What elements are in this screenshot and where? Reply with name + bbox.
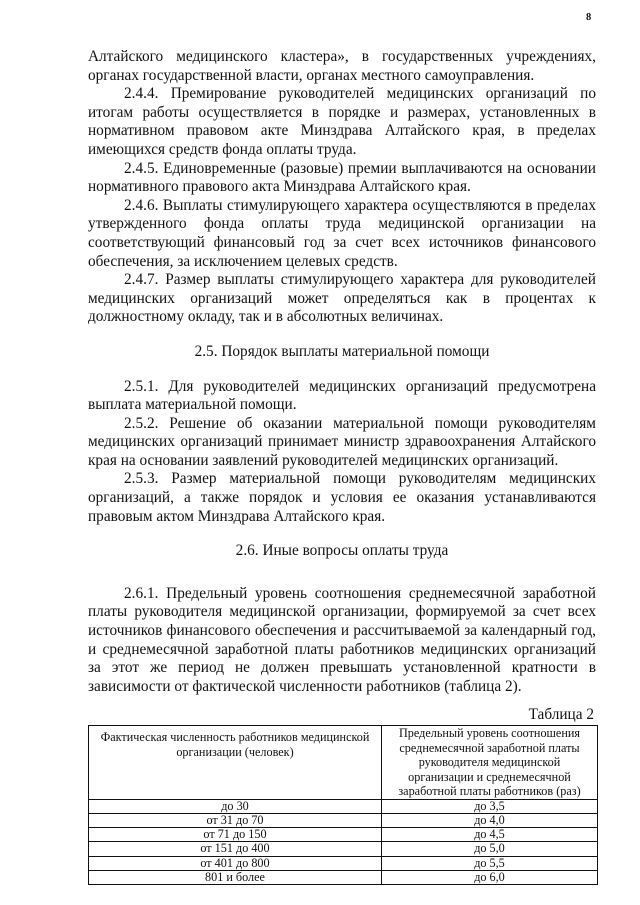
section-heading-2-6: 2.6. Иные вопросы оплаты труда <box>235 542 449 560</box>
paragraph-2-5-3: 2.5.3. Размер материальной помощи руководителям медицинских организаций, а также порядок и условия ее оказания устанавливаются правовым актом Минздрава Алтайского края. <box>88 470 596 525</box>
header-employee-count: Фактическая численность работников медицинской организации (человек) <box>89 726 382 800</box>
table-row <box>89 813 598 827</box>
section-heading-2-5: 2.5. Порядок выплаты материальной помощи <box>194 342 490 360</box>
cell-salary-ratio: до 4,0 <box>382 813 598 827</box>
cell-salary-ratio: до 6,0 <box>382 870 598 884</box>
paragraph-2-4-5: 2.4.5. Единовременные (разовые) премии выплачиваются на основании нормативного правового акта Минздрава Алтайского края. <box>88 159 596 196</box>
cell-salary-ratio: до 4,5 <box>382 828 598 842</box>
cell-employee-count: до 30 <box>89 799 382 813</box>
cell-salary-ratio: до 5,5 <box>382 856 598 870</box>
paragraph-2-5-1: 2.5.1. Для руководителей медицинских организаций предусмотрена выплата материальной помощи. <box>88 377 596 414</box>
table-row <box>89 842 598 856</box>
cell-employee-count: 801 и более <box>89 870 382 884</box>
paragraph-2-4-7: 2.4.7. Размер выплаты стимулирующего характера для руководителей медицинских организаций может определяться как в процентах к должностному окладу, так и в абсолютных величинах. <box>88 271 596 326</box>
page-number: 8 <box>586 12 592 23</box>
paragraph-2-6-1: 2.6.1. Предельный уровень соотношения среднемесячной заработной платы руководителя медицинской организации, формируемой за счет всех источников финансового обеспечения и рассчитываемой за календарный год, и среднемесячной заработной платы работников медицинских организаций за этот же период не должен превышать установленной кратности в зависимости от фактической численности работников (таблица 2). <box>88 584 596 695</box>
cell-salary-ratio: до 3,5 <box>382 799 598 813</box>
paragraph-2-5-2: 2.5.2. Решение об оказании материальной помощи руководителям медицинских организаций принимает министр здравоохранения Алтайского края на основании заявлений руководителей медицинских организаций. <box>88 414 596 469</box>
header-salary-ratio: Предельный уровень соотношения среднемесячной заработной платы руководителя медицинской организации и среднемесячной заработной платы работников (раз) <box>382 726 598 800</box>
paragraph-2-4-4: 2.4.4. Премирование руководителей медицинских организаций по итогам работы осуществляется в порядке и размерах, установленных в нормативном правовом акте Минздрава Алтайского края, в пределах имеющихся средств фонда оплаты труда. <box>88 85 596 158</box>
cell-employee-count: от 31 до 70 <box>89 813 382 827</box>
table-row <box>89 828 598 842</box>
table-row <box>89 856 598 870</box>
cell-employee-count: от 71 до 150 <box>89 828 382 842</box>
paragraph-2-4-6: 2.4.6. Выплаты стимулирующего характера осуществляются в пределах утвержденного фонда оплаты труда медицинской организации на соответствующий финансовый год за счет всех источников финансового обеспечения, за исключением целевых средств. <box>88 196 596 270</box>
document-body <box>88 48 596 885</box>
cell-salary-ratio: до 5,0 <box>382 842 598 856</box>
ratio-table <box>88 725 598 885</box>
table-header-row <box>89 726 598 800</box>
table-caption: Таблица 2 <box>528 706 594 724</box>
cell-employee-count: от 401 до 800 <box>89 856 382 870</box>
cell-employee-count: от 151 до 400 <box>89 842 382 856</box>
paragraph-continued: Алтайского медицинского кластера», в государственных учреждениях, органах государственной власти, органах местного самоуправления. <box>88 48 596 84</box>
table-row <box>89 799 598 813</box>
table-row <box>89 870 598 884</box>
